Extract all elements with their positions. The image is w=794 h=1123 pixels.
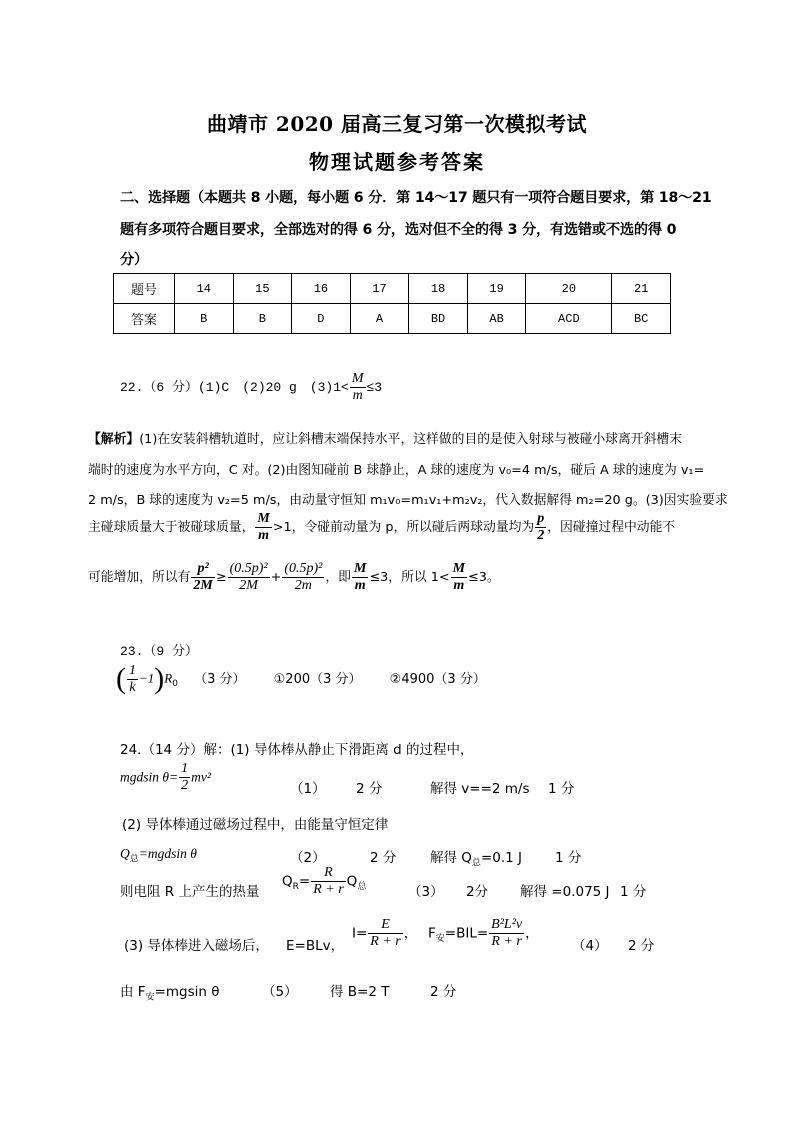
q24-equation-2: $Q_总=mgdsin$ θ: [120, 846, 197, 865]
fraction-p-over-2: $\frac{p}{2}$: [537, 511, 545, 543]
q24-equation-3: $Q_R=$ $\frac{R}{R + r}$ $Q_总$: [282, 865, 367, 897]
question-number-cell: 20: [526, 274, 612, 304]
fraction-M-over-m: $\frac{M}{m}$: [353, 561, 367, 593]
q22-answer: [120, 372, 382, 403]
q24-eq5-result: 得 B=2 T: [330, 984, 390, 1000]
q23-header: 23.（9 分）: [120, 644, 199, 659]
q24-eq4-score: 2 分: [628, 938, 655, 954]
q24-eq2-result-score: 1 分: [555, 850, 582, 866]
q24-header: 24.（14 分）解：(1) 导体棒从静止下滑距离 d 的过程中，: [120, 742, 474, 758]
q22-analysis-line-4: 主碰球质量大于被碰球质量， $\frac{M}{m}$ >1，令碰前动量为 p，所以碰后两球动量均为 $\frac{p}{2}$ ，因碰撞过程中动能不: [88, 511, 676, 543]
fraction-B2L2v-over-R-plus-r: $\frac{\text{B²L²v}}{R + r}$: [491, 917, 523, 949]
q24-eq4-force: $F_安=BIL=$ $\frac{\text{B²L²v}}{R + r}$ ，: [428, 917, 539, 949]
q24-eq3-result-score: 1 分: [620, 884, 647, 900]
q24-eq5-score: 2 分: [430, 984, 457, 1000]
analysis-text: (1)在安装斜槽轨道时，应让斜槽末端保持水平，这样做的目的是使入射球与被碰小球离开斜槽末: [139, 432, 682, 447]
fraction-1-over-k: $\frac{1}{k}$: [129, 662, 136, 695]
section-2-instructions-line-3: 分）: [120, 252, 148, 268]
q22-analysis-line-1: [88, 428, 682, 447]
q24-eq3-score: 2分: [466, 884, 489, 900]
q24-eq2-score: 2 分: [370, 850, 397, 866]
section-2-instructions-line-2: 题有多项符合题目要求，全部选对的得 6 分，选对但不全的得 3 分，有选错或不选的得 0: [120, 222, 677, 238]
question-number-cell: 16: [292, 274, 351, 304]
q24-equation-5: 由 $F_安=mgsin$ θ: [120, 984, 220, 1003]
q23-score-1: （3 分）: [194, 671, 246, 687]
q24-eq1-number: （1）: [290, 781, 326, 797]
q22-analysis-line-5: 可能增加，所以有 $\frac{\text{p²}}{2M}$ ≥ $\frac{\text{(0.5p)²}}{2M}$ + $\frac{\text{(0.5p)²}}{2m}$ ，即 $\frac{M}{m}$ ≤3，所以 1< $\frac{M}{m}$ ≤3。: [88, 561, 500, 593]
q22-fraction: $\frac{M}{m}$: [351, 371, 364, 403]
answer-cell: BD: [409, 304, 468, 334]
question-number-cell: 14: [175, 274, 234, 304]
row-label-question-number: 题号: [114, 274, 175, 304]
q24-part-3-header: (3) 导体棒进入磁场后，: [124, 938, 269, 954]
q22-analysis-line-3: 2 m/s，B 球的速度为 v₂=5 m/s，由动量守恒知 m₁v₀=m₁v₁+m₂v₂，代入数据解得 m₂=20 g。(3)因实验要求: [88, 493, 728, 508]
q24-eq3-label: 则电阻 R 上产生的热量: [120, 884, 260, 900]
q23-answer-3: ②4900（3 分）: [389, 671, 486, 687]
answer-cell: B: [175, 304, 234, 334]
fraction-M-over-m: $\frac{M}{m}$: [257, 511, 270, 543]
analysis-label: 【解析】: [88, 432, 140, 447]
q24-eq3-result: 解得 =0.075 J: [520, 884, 610, 900]
fraction-E-over-R-plus-r: $\frac{E}{R + r}$: [370, 917, 401, 949]
document-subtitle: 物理试题参考答案: [309, 150, 485, 174]
q22-tail: ≤3: [366, 379, 383, 395]
question-number-cell: 15: [233, 274, 292, 304]
q24-equation-1: mgdsin θ= $\frac{1}{2}$ mv²: [120, 761, 211, 793]
fraction-half-p-sq-over-2m: $\frac{\text{(0.5p)²}}{2m}$: [284, 561, 323, 593]
question-number-cell: 19: [467, 274, 526, 304]
q24-eq2-result: 解得 $Q_总=0.1$ J: [430, 850, 522, 869]
answer-cell: A: [350, 304, 409, 334]
fraction-R-over-R-plus-r: $\frac{R}{R + r}$: [313, 865, 344, 897]
fraction-one-half: $\frac{1}{2}$: [181, 761, 189, 793]
answer-table: [113, 273, 671, 334]
question-number-cell: 18: [409, 274, 468, 304]
question-number-cell: 21: [612, 274, 671, 304]
q24-eq2-number: （2）: [290, 850, 326, 866]
q24-eq3-number: （3）: [408, 884, 444, 900]
q24-eq5-number: （5）: [262, 984, 298, 1000]
section-2-instructions-line-1: 二、选择题（本题共 8 小题，每小题 6 分．第 14～17 题只有一项符合题目要求，第 18～21: [120, 190, 712, 206]
answer-cell: B: [233, 304, 292, 334]
q23-answers: ( $\frac{1}{k}$ $-1)R_0$ （3 分） ①200（3 分） ②4900（3 分）: [116, 662, 486, 695]
q24-eq4-number: （4）: [572, 938, 608, 954]
answer-cell: BC: [612, 304, 671, 334]
q24-eq1-score: 2 分: [356, 781, 383, 797]
q22-header: 22.（6 分）(1)C (2)20 g (3)1<: [120, 379, 349, 395]
fraction-M-over-m: $\frac{M}{m}$: [452, 561, 466, 593]
q24-eq1-result-score: 1 分: [548, 781, 575, 797]
answer-table-row-answers: [114, 304, 671, 334]
answer-cell: ACD: [526, 304, 612, 334]
q24-part-2-header: (2) 导体棒通过磁场过程中，由能量守恒定律: [122, 817, 389, 833]
q24-eq1-result: 解得 v==2 m/s: [430, 781, 530, 797]
q22-analysis-line-2: 端时的速度为水平方向，C 对。(2)由图知碰前 B 球静止，A 球的速度为 v₀=4 m/s，碰后 A 球的速度为 v₁=: [88, 463, 705, 478]
document-title: 曲靖市 2020 届高三复习第一次模拟考试: [206, 112, 588, 136]
q23-answer-2: ①200（3 分）: [273, 671, 362, 687]
fraction-half-p-sq-over-2M: $\frac{\text{(0.5p)²}}{2M}$: [229, 561, 268, 593]
q24-eq4-current: I= $\frac{E}{R + r}$ ，: [352, 917, 418, 949]
answer-cell: AB: [467, 304, 526, 334]
answer-cell: D: [292, 304, 351, 334]
row-label-answer: 答案: [114, 304, 175, 334]
answer-table-row-questions: [114, 274, 671, 304]
question-number-cell: 17: [350, 274, 409, 304]
q24-eq4-emf: E=BLv，: [286, 938, 345, 954]
fraction-p2-over-2M: $\frac{\text{p²}}{2M}$: [193, 561, 213, 593]
